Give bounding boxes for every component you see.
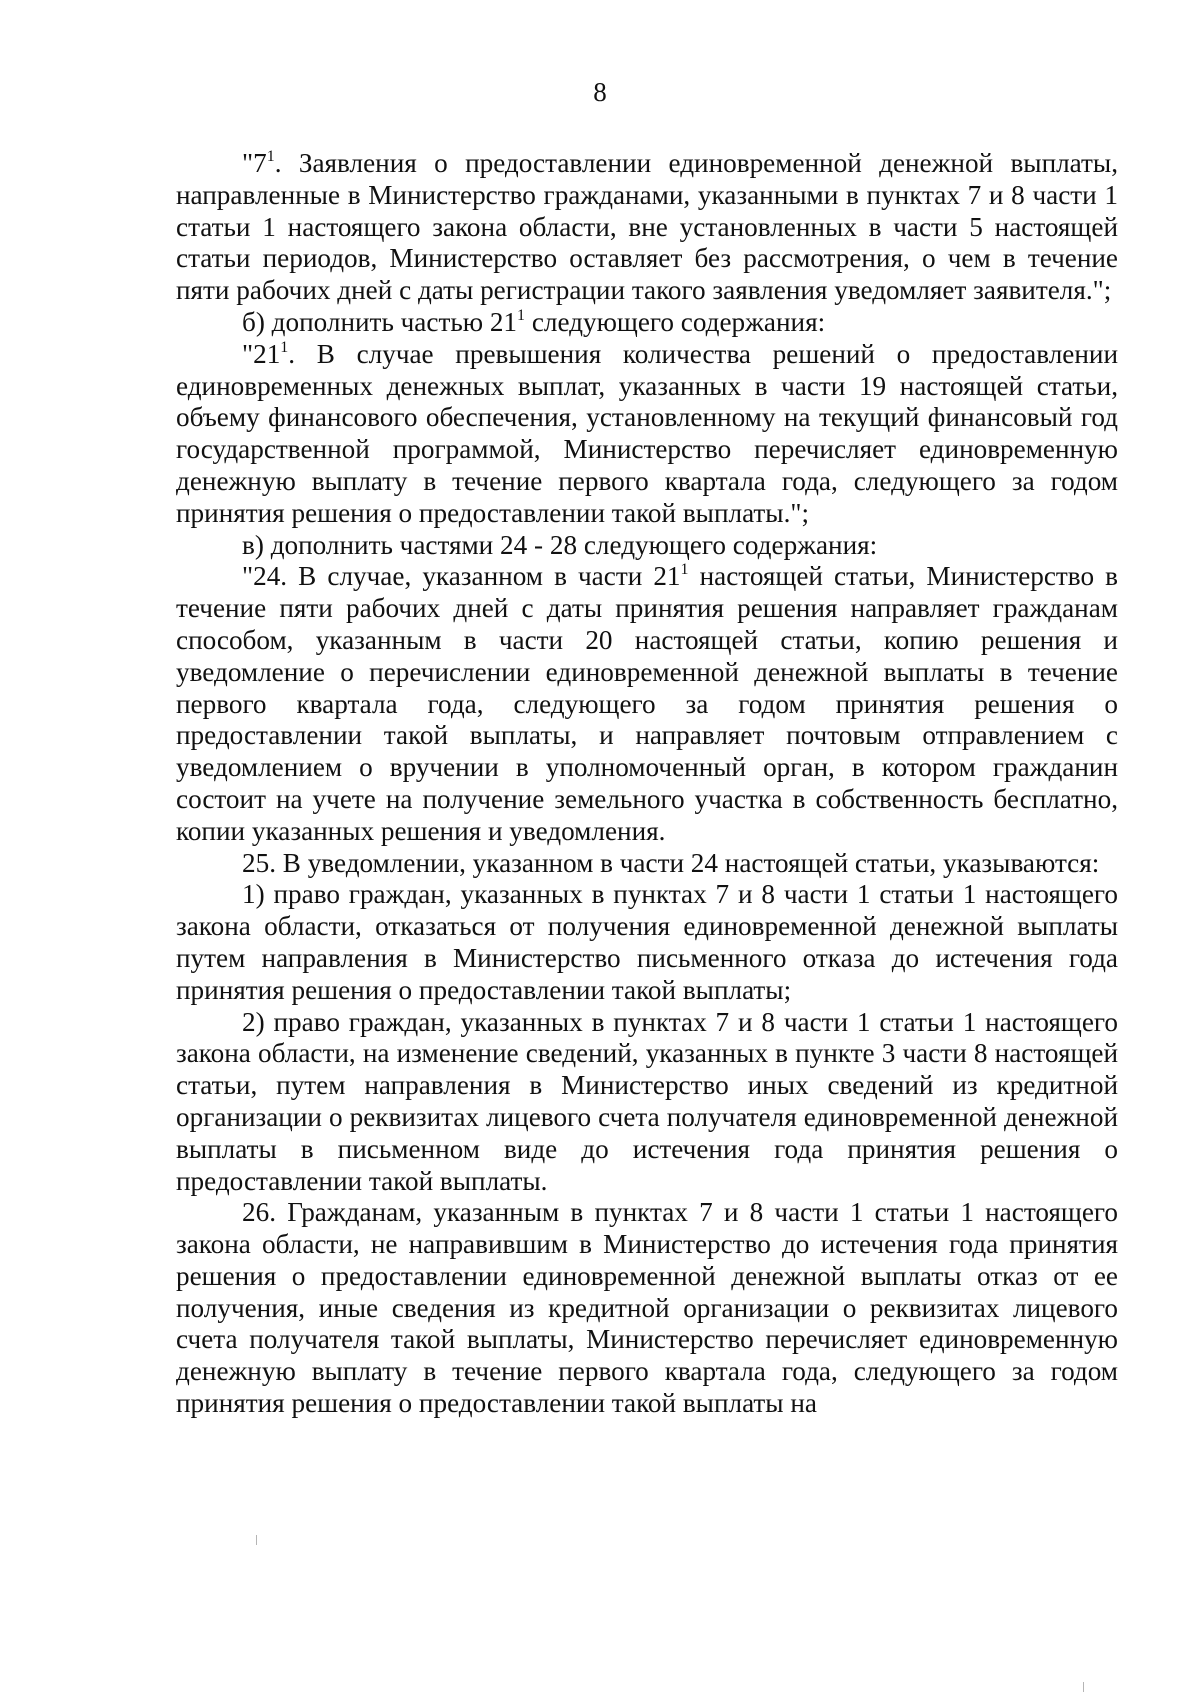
text-segment: 2) право граждан, указанных в пунктах 7 и 8 части 1 статьи 1 настоящего закона области, на изменение сведений, указанных в пункте 3 части 8 настоящей статьи, путем направления в Министерство иных сведений из кредитной организации о реквизитах лицевого счета получателя единовременной денежной выплаты в письменном виде до истечения года принятия решения о предоставлении такой выплаты. bbox=[176, 1006, 1118, 1196]
text-segment: . Заявления о предоставлении единовременной денежной выплаты, направленные в Министерство гражданами, указанными в пунктах 7 и 8 части 1 статьи 1 настоящего закона области, вне установленных в части 5 настоящей статьи периодов, Министерство оставляет без рассмотрения, о чем в течение пяти рабочих дней с даты регистрации такого заявления уведомляет заявителя."; bbox=[176, 148, 1118, 306]
superscript: 1 bbox=[680, 561, 689, 579]
text-segment: "7 bbox=[242, 148, 267, 178]
page-number: 8 bbox=[593, 77, 607, 107]
text-segment: 25. В уведомлении, указанном в части 24 настоящей статьи, указываются: bbox=[242, 847, 1100, 878]
scan-mark bbox=[256, 1535, 257, 1545]
text-segment: 1) право граждан, указанных в пунктах 7 и 8 части 1 статьи 1 настоящего закона области, отказаться от получения единовременной денежной выплаты путем направления в Министерство письменного отказа до истечения года принятия решения о предоставлении такой выплаты; bbox=[176, 879, 1118, 1005]
paragraph-25 bbox=[176, 848, 1118, 880]
text-segment: 26. Гражданам, указанным в пунктах 7 и 8 части 1 статьи 1 настоящего закона области, не направившим в Министерство до истечения года принятия решения о предоставлении единовременной денежной выплаты отказ от ее получения, иные сведения из кредитной организации о реквизитах лицевого счета получателя такой выплаты, Министерство перечисляет единовременную денежную выплату в течение первого квартала года, следующего за годом принятия решения о предоставлении такой выплаты на bbox=[176, 1197, 1118, 1419]
paragraph-v bbox=[176, 530, 1118, 562]
superscript: 1 bbox=[280, 338, 289, 356]
text-segment: в) дополнить частями 24 - 28 следующего содержания: bbox=[242, 529, 878, 560]
text-segment: следующего содержания: bbox=[525, 306, 826, 337]
text-segment: "21 bbox=[242, 338, 281, 369]
text-segment: "24. В случае, указанном в части 21 bbox=[242, 561, 681, 592]
scan-mark bbox=[1083, 1682, 1084, 1692]
paragraph-21-1 bbox=[176, 339, 1118, 530]
text-segment: настоящей статьи, Министерство в течение пяти рабочих дней с даты принятия решения направляет гражданам способом, указанным в части 20 настоящей статьи, копию решения и уведомление о перечислении единовременной денежной выплаты в течение первого квартала года, следующего за годом принятия решения о предоставлении такой выплаты, и направляет почтовым отправлением с уведомлением о вручении в уполномоченный орган, в котором гражданин состоит на учете на получение земельного участка в собственность бесплатно, копии указанных решения и уведомления. bbox=[176, 561, 1118, 846]
text-segment: б) дополнить частью 21 bbox=[242, 306, 518, 337]
paragraph-b bbox=[176, 307, 1118, 339]
document-body bbox=[176, 148, 1118, 1420]
superscript: 1 bbox=[266, 148, 275, 165]
paragraph-26 bbox=[176, 1197, 1118, 1420]
text-segment: . В случае превышения количества решений о предоставлении единовременных денежных выплат, указанных в части 19 настоящей статьи, объему финансового обеспечения, установленному на текущий финансовый год государственной программой, Министерство перечисляет единовременную денежную выплату в течение первого квартала года, следующего за годом принятия решения о предоставлении такой выплаты."; bbox=[176, 338, 1118, 528]
paragraph-24 bbox=[176, 561, 1118, 847]
superscript: 1 bbox=[517, 306, 526, 324]
paragraph-25-item-2 bbox=[176, 1007, 1118, 1198]
paragraph-25-item-1 bbox=[176, 879, 1118, 1006]
paragraph-7-1 bbox=[176, 148, 1118, 307]
